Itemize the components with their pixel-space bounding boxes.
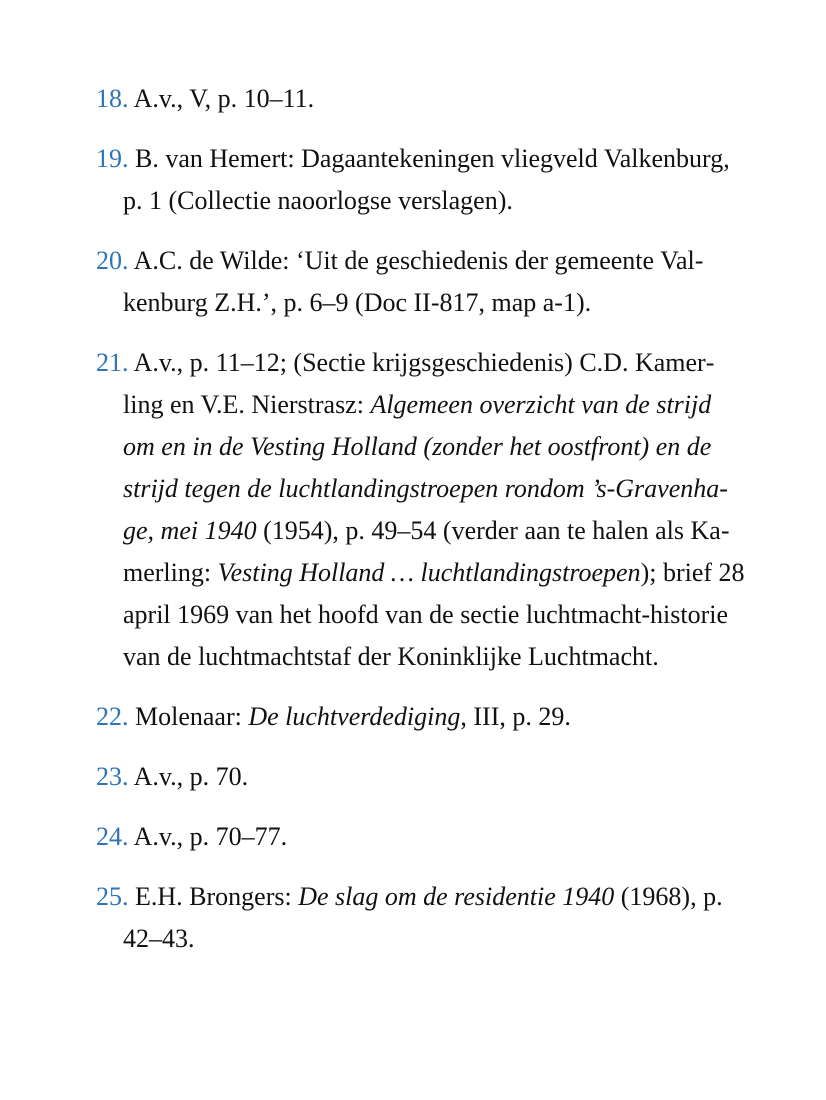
endnote-italic-title: De luchtverdediging [248, 702, 461, 731]
endnote-number: 20. [96, 246, 129, 275]
endnote-number: 21. [96, 348, 129, 377]
endnote-item [96, 876, 746, 960]
endnote-text: A.v., p. 70. [133, 762, 249, 791]
endnote-item [96, 240, 746, 324]
endnote-number: 25. [96, 882, 129, 911]
endnote-text: A.v., p. 70–77. [133, 822, 288, 851]
endnote-number: 19. [96, 144, 129, 173]
endnote-text: Molenaar: [135, 702, 249, 731]
endnote-text: , III, p. 29. [460, 702, 571, 731]
endnote-text: ); brief 28 april 1969 van het hoofd van de sectie luchtmacht-historie van de luchtmachtstaf der Koninklijke Luchtmacht. [123, 558, 745, 671]
endnote-item [96, 78, 746, 120]
endnote-italic-title: Vesting Holland … luchtlandingstroepen [217, 558, 641, 587]
endnote-text: E.H. Brongers: [135, 882, 299, 911]
endnote-text: A.v., V, p. 10–11. [133, 84, 315, 113]
endnote-text: B. van Hemert: Dagaantekeningen vliegveld Valkenburg, p. 1 (Collectie naoorlogse verslagen). [123, 144, 730, 215]
endnote-text: A.C. de Wilde: ‘Uit de geschiedenis der gemeente Valkenburg Z.H.’, p. 6–9 (Doc II-817, map a-1). [123, 246, 704, 317]
endnote-italic-title: De slag om de residentie 1940 [298, 882, 615, 911]
endnote-text: (1968), p. 42–43. [123, 882, 723, 953]
endnote-item [96, 138, 746, 222]
endnote-item [96, 696, 746, 738]
endnote-number: 18. [96, 84, 129, 113]
endnote-item [96, 756, 746, 798]
endnotes-list [96, 78, 746, 960]
endnote-number: 24. [96, 822, 129, 851]
endnote-text: A.v., p. 11–12; (Sectie krijgsgeschiedenis) C.D. Kamerling en V.E. Nierstrasz: [123, 348, 715, 419]
endnote-item [96, 342, 746, 678]
endnote-number: 23. [96, 762, 129, 791]
endnote-number: 22. [96, 702, 129, 731]
endnote-item [96, 816, 746, 858]
endnote-italic-title: Algemeen overzicht van de strijd om en in de Vesting Holland (zonder het oostfront) en de strijd tegen de luchtlandingstroepen rondom ’s-Gravenhage, mei 1940 [123, 390, 728, 545]
endnote-text: (1954), p. 49–54 (verder aan te halen als Kamerling: [123, 516, 730, 587]
